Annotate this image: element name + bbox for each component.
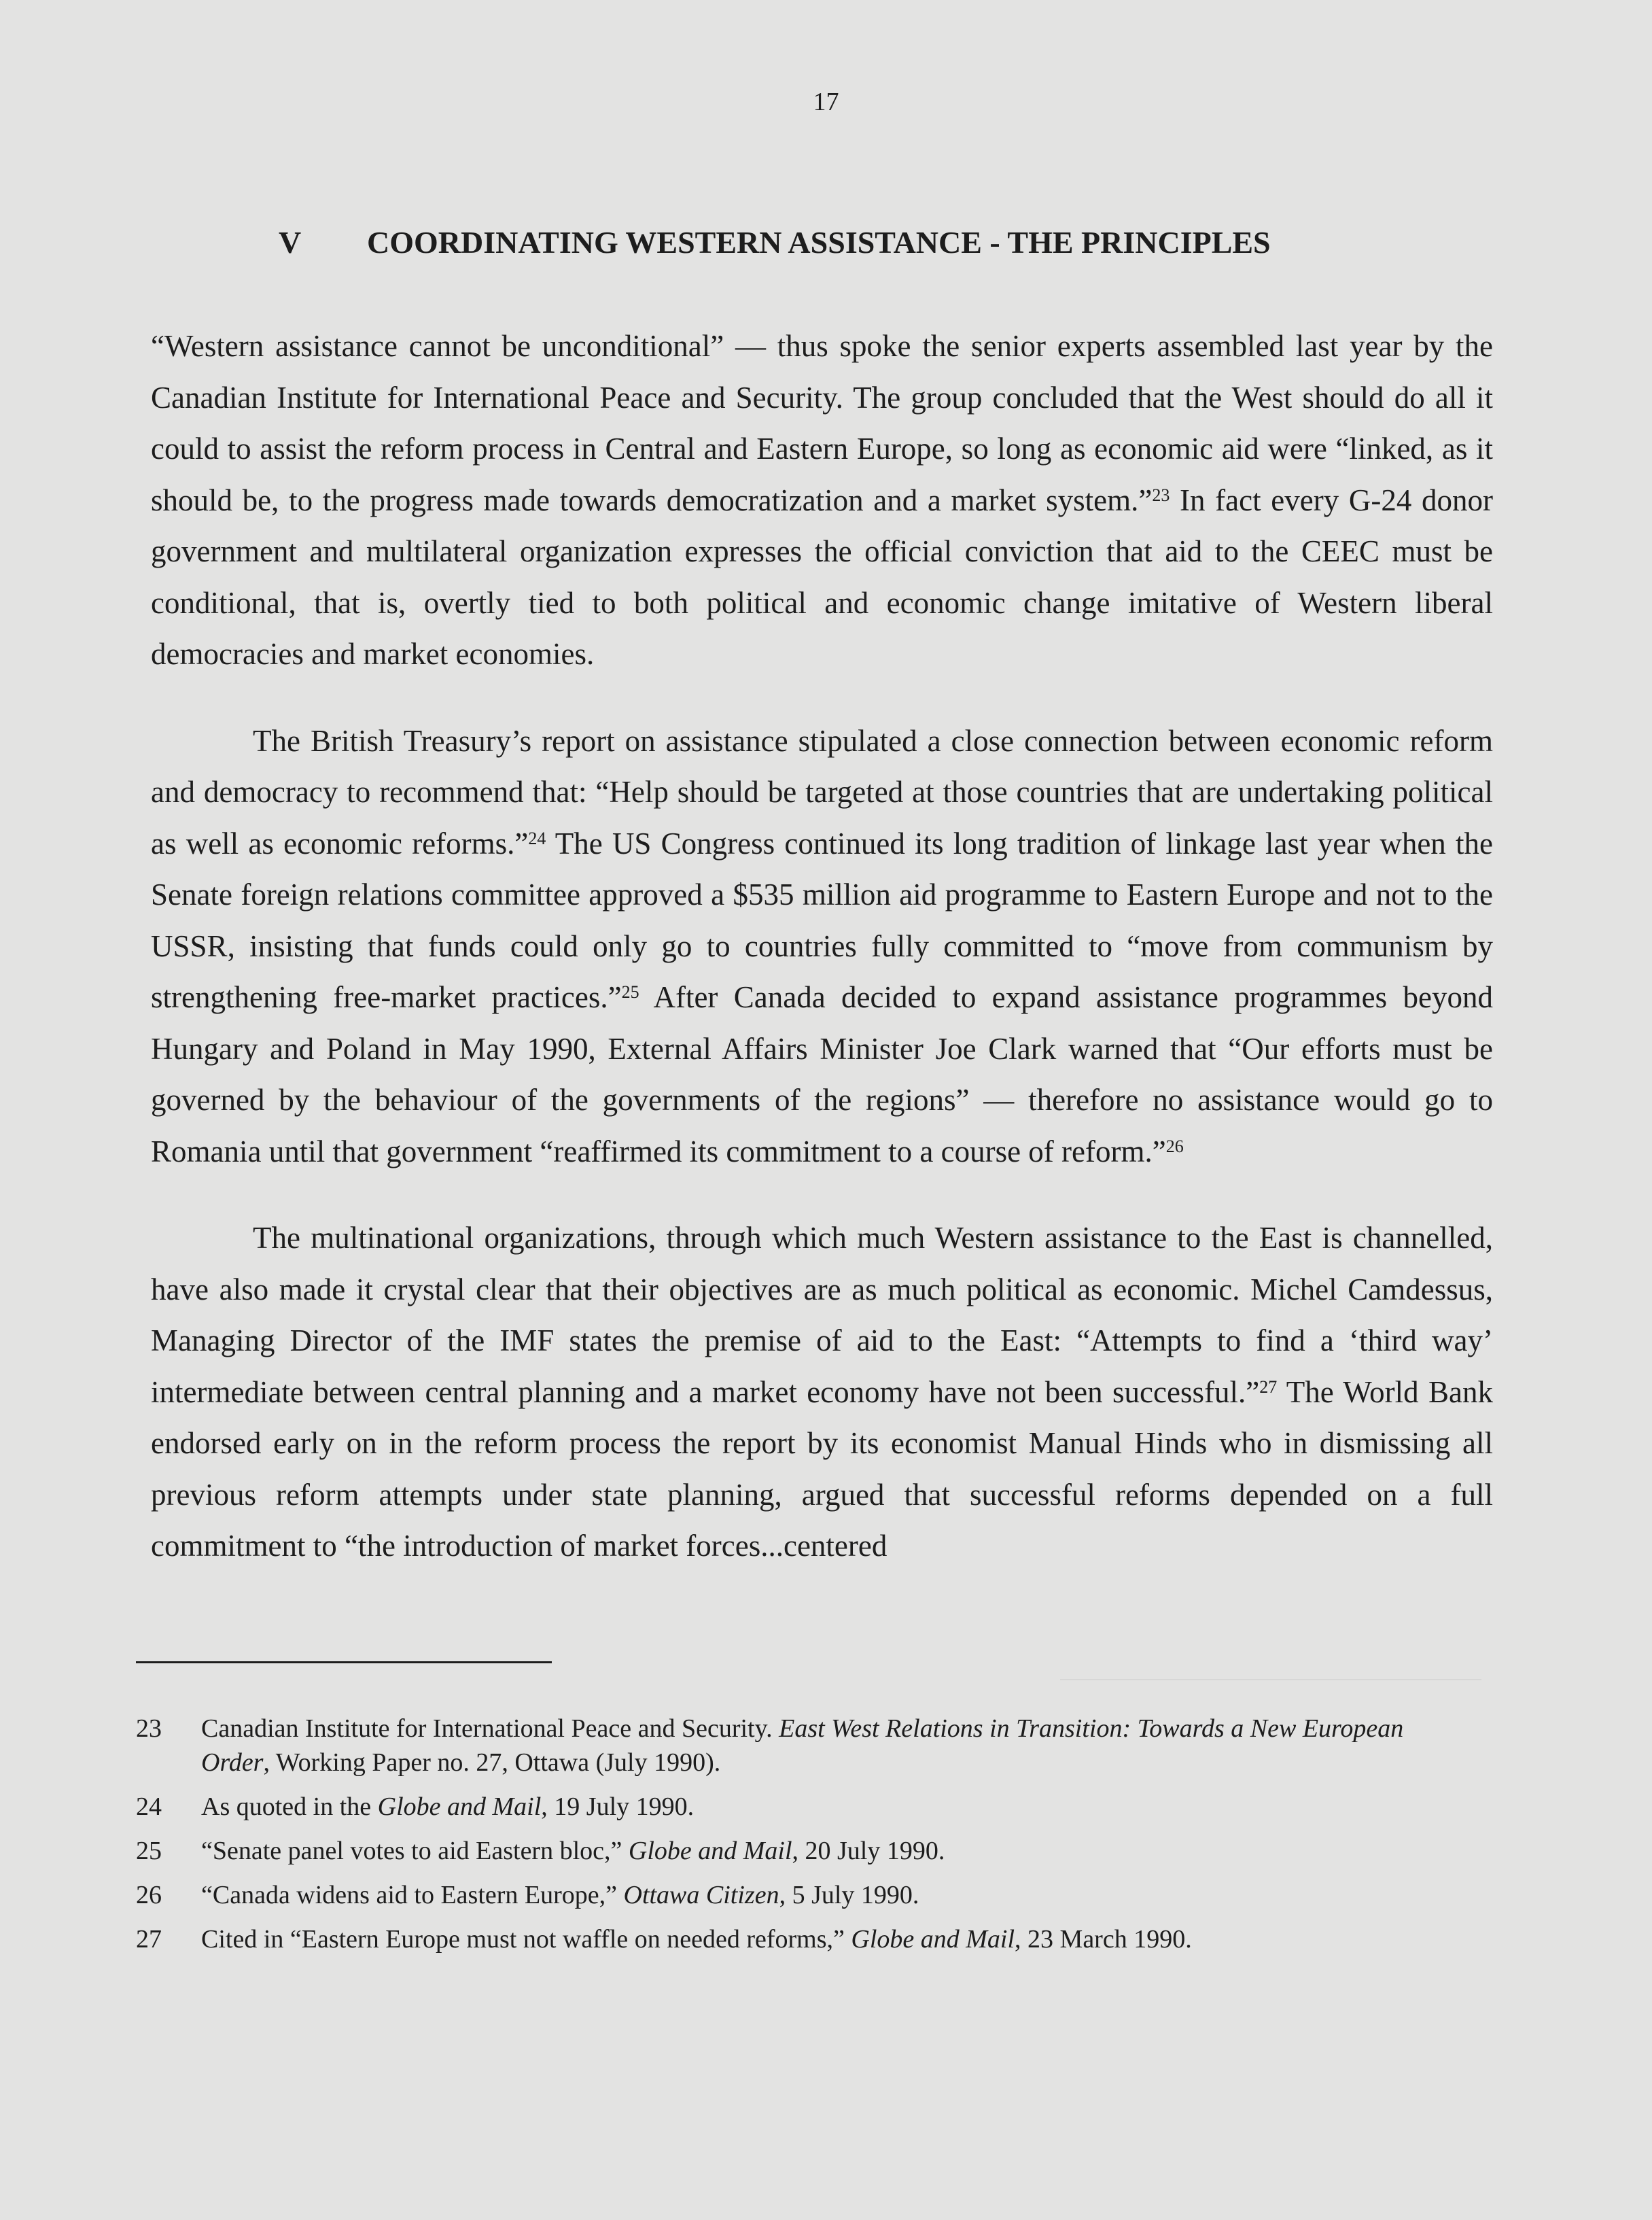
- footnote-text: [201, 1878, 1427, 1912]
- citation-title: East West Relations in Transition: Towards a New European Order: [201, 1714, 1404, 1777]
- footnote-text: [201, 1790, 1427, 1824]
- paragraph-text: The multinational organizations, through which much Western assistance to the East is channelled, have also made it crystal clear that their objectives are as much political as economic. Michel Camdessus, Managing Director of the IMF states the premise of aid to the East: “Attempts to find a ‘third way’ intermediate between central planning and a market economy have not been successful.”: [151, 1221, 1493, 1409]
- footnote-text-part: , 20 July 1990.: [792, 1837, 945, 1865]
- bleed-through-shadow: [1060, 1679, 1481, 1680]
- footnote: [136, 1878, 1427, 1912]
- paragraph-text: After Canada decided to expand assistance programmes beyond Hungary and Poland in May 1990, External Affairs Minister Joe Clark warned that “Our efforts must be governed by the behaviour of the governments of the regions” — therefore no assistance would go to Romania until that government “reaffirmed its commitment to a course of reform.”: [151, 980, 1493, 1168]
- paragraph-text: In fact every G-24 donor government and multilateral organization expresses the official conviction that aid to the CEEC must be conditional, that is, overtly tied to both political and economic change imitative of Western liberal democracies and market economies.: [151, 483, 1493, 671]
- paragraph-text: “Western assistance cannot be unconditional” — thus spoke the senior experts assembled last year by the Canadian Institute for International Peace and Security. The group concluded that the West should do all it could to assist the reform process in Central and Eastern Europe, so long as economic aid were “linked, as it should be, to the progress made towards democratization and a market system.”: [151, 329, 1493, 517]
- footnote-text-part: , Working Paper no. 27, Ottawa (July 1990).: [263, 1748, 721, 1777]
- section-numeral: V: [279, 225, 302, 260]
- footnote-text-part: , 19 July 1990.: [541, 1792, 695, 1821]
- footnote-text-part: , 23 March 1990.: [1015, 1925, 1192, 1954]
- footnote-reference: 27: [1259, 1376, 1278, 1397]
- footnote-separator: [136, 1661, 552, 1663]
- section-heading: [279, 224, 1393, 260]
- footnote: [136, 1922, 1427, 1956]
- footnote-number: 27: [136, 1925, 162, 1954]
- citation-title: Globe and Mail: [628, 1837, 792, 1865]
- footnote-text-part: Canadian Institute for International Peace and Security.: [201, 1714, 779, 1743]
- footnote-text-part: , 5 July 1990.: [779, 1881, 919, 1909]
- footnote: [136, 1790, 1427, 1824]
- paragraph-text: The World Bank endorsed early on in the reform process the report by its economist Manual Hinds who in dismissing all previous reform attempts under state planning, argued that successful reforms depended on a full commitment to “the introduction of market forces...centered: [151, 1374, 1494, 1563]
- footnote: [136, 1712, 1427, 1780]
- paragraph: [151, 716, 1493, 1178]
- footnote-number: 25: [136, 1837, 162, 1865]
- section-title: COORDINATING WESTERN ASSISTANCE - THE PRINCIPLES: [367, 225, 1271, 260]
- footnote-text: [201, 1712, 1427, 1780]
- paragraph-text: The US Congress continued its long tradition of linkage last year when the Senate foreign relations committee approved a $535 million aid programme to Eastern Europe and not to the USSR, insisting that funds could only go to countries fully committed to “move from communism by strengthening free-market practices.”: [151, 826, 1493, 1014]
- footnote-text-part: “Canada widens aid to Eastern Europe,”: [201, 1881, 624, 1909]
- paragraph-text: The British Treasury’s report on assistance stipulated a close connection between economic reform and democracy to recommend that: “Help should be targeted at those countries that are undertaking political as well as economic reforms.”: [151, 723, 1493, 861]
- paragraph: [151, 1213, 1493, 1572]
- footnote-number: 26: [136, 1881, 162, 1909]
- citation-title: Globe and Mail: [377, 1792, 542, 1821]
- footnote: [136, 1834, 1427, 1868]
- footnote-number: 24: [136, 1792, 162, 1821]
- footnote-text: [201, 1834, 1427, 1868]
- footnote-reference: 26: [1165, 1136, 1184, 1156]
- footnote-number: 23: [136, 1714, 162, 1743]
- footnote-reference: 23: [1152, 485, 1170, 505]
- body-text: [151, 321, 1493, 1572]
- footnote-reference: 25: [621, 982, 639, 1002]
- paragraph: [151, 321, 1493, 680]
- footnote-text-part: Cited in “Eastern Europe must not waffle on needed reforms,”: [201, 1925, 851, 1954]
- page-number: 17: [813, 88, 839, 116]
- footnote-text-part: As quoted in the: [201, 1792, 378, 1821]
- footnotes: [136, 1712, 1427, 1966]
- footnote-text: [201, 1922, 1427, 1956]
- footnote-text-part: “Senate panel votes to aid Eastern bloc,”: [201, 1837, 629, 1865]
- citation-title: Globe and Mail: [851, 1925, 1015, 1954]
- footnote-reference: 24: [528, 828, 546, 848]
- citation-title: Ottawa Citizen: [623, 1881, 779, 1909]
